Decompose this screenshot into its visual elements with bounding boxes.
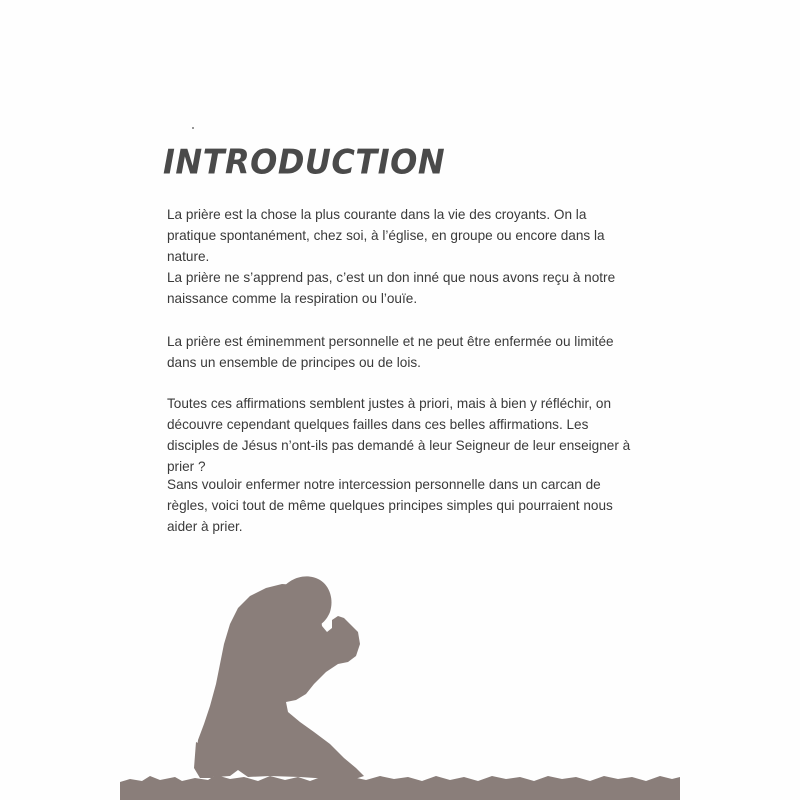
figure-body-icon bbox=[196, 584, 364, 780]
paragraph-2: La prière ne s’apprend pas, c’est un don inné que nous avons reçu à notre naissance comme la respiration ou l’ouïe. bbox=[167, 270, 616, 306]
paragraph-5: Sans vouloir enfermer notre intercession personnelle dans un carcan de règles, voici tout de même quelques principes simples qui pourraient nous aider à prier. bbox=[167, 477, 613, 534]
ground-icon bbox=[120, 775, 680, 800]
kneeling-praying-man-icon bbox=[120, 572, 680, 800]
paragraph-3: La prière est éminemment personnelle et ne peut être enfermée ou limitée dans un ensemble de principes ou de lois. bbox=[167, 334, 614, 370]
page-title: INTRODUCTION bbox=[163, 142, 446, 183]
page-speck bbox=[192, 127, 194, 129]
paragraph-4: Toutes ces affirmations semblent justes à priori, mais à bien y réfléchir, on découvre cependant quelques failles dans ces belles affirmations. Les disciples de Jésus n’ont-ils pas demandé à leur Seigneur de leur enseigner à prier ? bbox=[167, 396, 631, 474]
paragraph-1: La prière est la chose la plus courante dans la vie des croyants. On la pratique spontanément, chez soi, à l’église, en groupe ou encore dans la nature. bbox=[167, 207, 605, 264]
